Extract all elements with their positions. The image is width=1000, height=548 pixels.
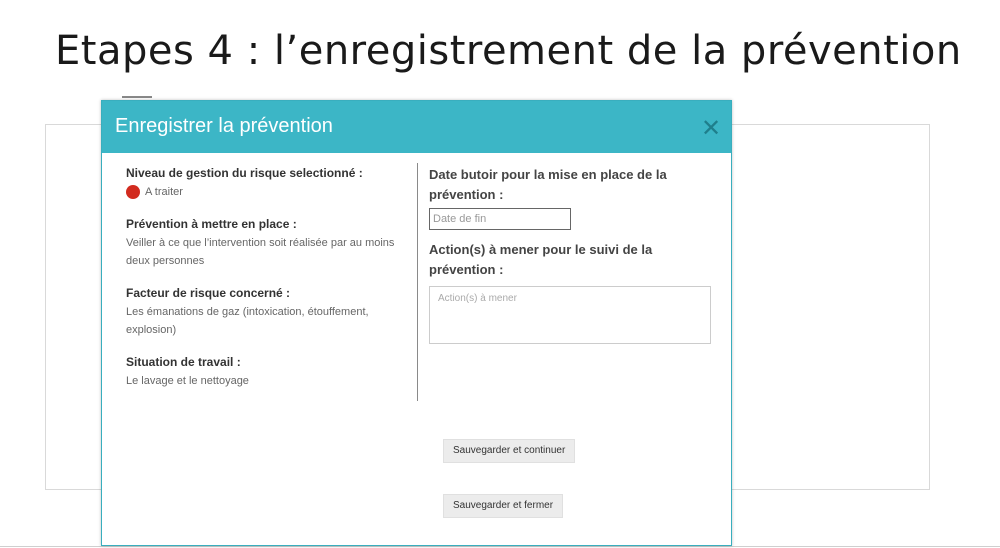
modal-title: Enregistrer la prévention — [115, 115, 333, 137]
modal-header — [102, 101, 731, 153]
risk-summary-column — [126, 166, 406, 406]
risk-level-value: A traiter — [145, 186, 183, 198]
close-icon[interactable]: ✕ — [701, 115, 722, 142]
work-situation-label: Situation de travail : — [126, 355, 241, 369]
risk-factor-value: Les émanations de gaz (intoxication, étouffement, explosion) — [126, 306, 369, 336]
column-divider — [417, 163, 418, 401]
slide-bottom-divider — [0, 546, 1000, 547]
risk-factor-label: Facteur de risque concerné : — [126, 286, 291, 300]
slide-title: Etapes 4 : l’enregistrement de la prévention — [55, 28, 962, 74]
save-and-close-button[interactable]: Sauvegarder et fermer — [443, 494, 563, 518]
prevention-modal — [101, 100, 732, 546]
prevention-form-column — [429, 165, 719, 349]
risk-level-label: Niveau de gestion du risque selectionné : — [126, 166, 363, 180]
prevention-value: Veiller à ce que l’intervention soit réalisée par au moins deux personnes — [126, 237, 395, 267]
risk-level-section — [126, 166, 406, 201]
risk-level-row — [126, 183, 406, 201]
risk-level-dot-icon — [126, 185, 140, 199]
work-situation-section — [126, 355, 406, 390]
risk-factor-section — [126, 286, 406, 339]
work-situation-value: Le lavage et le nettoyage — [126, 375, 249, 387]
prevention-section — [126, 217, 406, 270]
actions-textarea[interactable] — [429, 286, 711, 344]
save-and-continue-button[interactable]: Sauvegarder et continuer — [443, 439, 575, 463]
actions-label: Action(s) à mener pour le suivi de la prévention : — [429, 242, 653, 277]
deadline-label: Date butoir pour la mise en place de la prévention : — [429, 167, 667, 202]
deadline-date-input[interactable] — [429, 208, 571, 230]
prevention-label: Prévention à mettre en place : — [126, 217, 297, 231]
